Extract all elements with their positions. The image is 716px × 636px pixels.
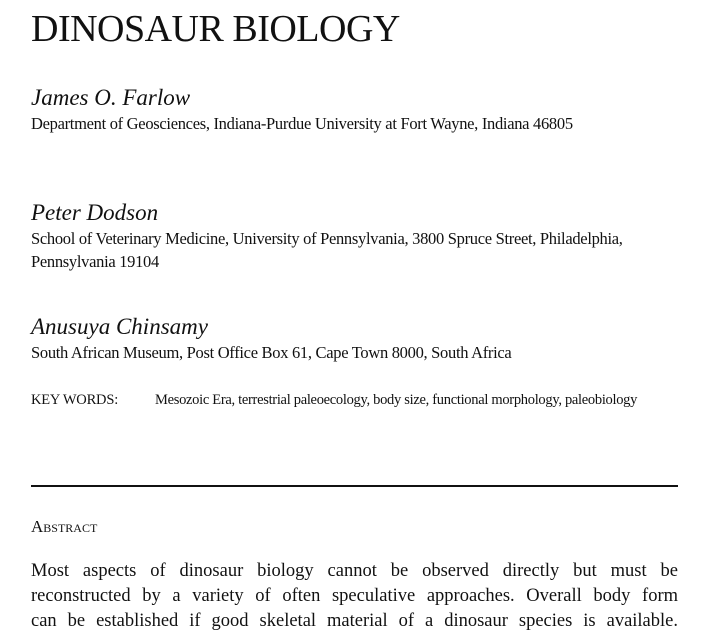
abstract-line: Most aspects of dinosaur biology cannot be observed directly but must be: [31, 561, 678, 581]
author-block-farlow: [31, 84, 671, 135]
abstract-line: reconstructed by a variety of often speculative approaches. Overall body form: [31, 586, 678, 606]
author-block-chinsamy: [31, 313, 671, 364]
paper-title: DINOSAUR BIOLOGY: [31, 8, 400, 50]
abstract-body: [31, 559, 678, 634]
author-affiliation: South African Museum, Post Office Box 61, Cape Town 8000, South Africa: [31, 343, 512, 362]
author-block-dodson: [31, 199, 671, 273]
keywords-text: Mesozoic Era, terrestrial paleoecology, body size, functional morphology, paleobiology: [155, 392, 638, 408]
abstract-line: can be established if good skeletal material of a dinosaur species is available.: [31, 611, 678, 631]
author-affiliation: Department of Geosciences, Indiana-Purdue University at Fort Wayne, Indiana 46805: [31, 114, 573, 133]
author-name: James O. Farlow: [31, 85, 191, 110]
author-affiliation: School of Veterinary Medicine, University of Pennsylvania, 3800 Spruce Street, Philadelphia, Pennsylvania 19104: [31, 229, 623, 271]
keywords-label: KEY WORDS:: [31, 392, 119, 408]
section-divider: [31, 485, 678, 487]
author-name: Peter Dodson: [31, 200, 159, 225]
abstract-heading: Abstract: [31, 517, 98, 536]
author-name: Anusuya Chinsamy: [31, 314, 208, 339]
